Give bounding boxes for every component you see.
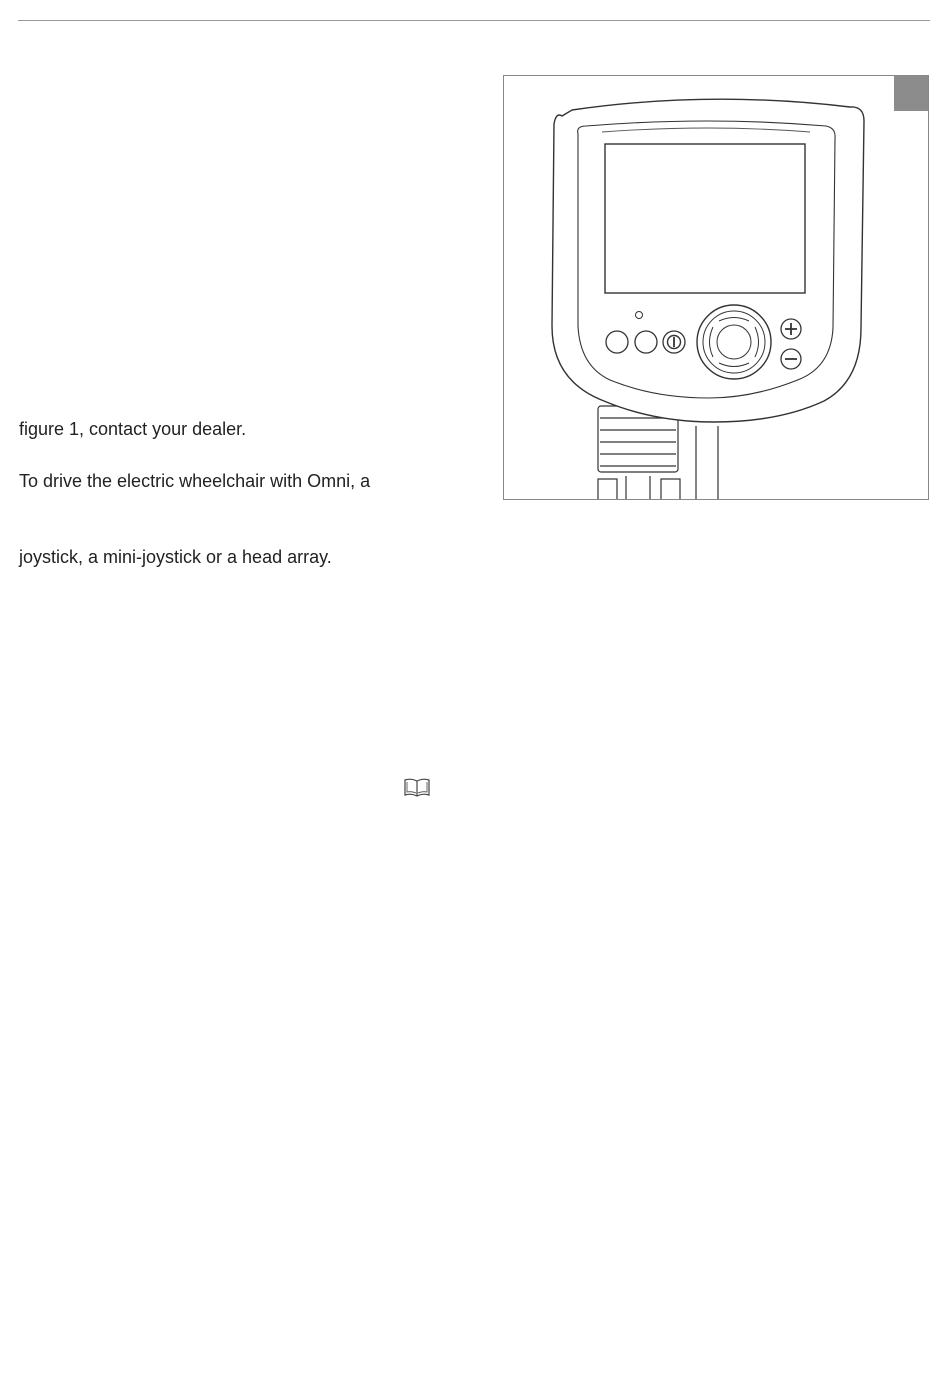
display-screen [605, 144, 805, 293]
figure-omni-display [503, 75, 929, 500]
omni-device-illustration [504, 76, 929, 500]
paragraph-line-2: To drive the electric wheelchair with Omni, a [19, 471, 371, 491]
top-rule [18, 20, 930, 21]
book-icon [403, 776, 431, 798]
section-tab [894, 76, 929, 111]
paragraph-line-3: joystick, a mini-joystick or a head array. [19, 547, 332, 567]
paragraph-line-1: figure 1, contact your dealer. [19, 419, 247, 439]
